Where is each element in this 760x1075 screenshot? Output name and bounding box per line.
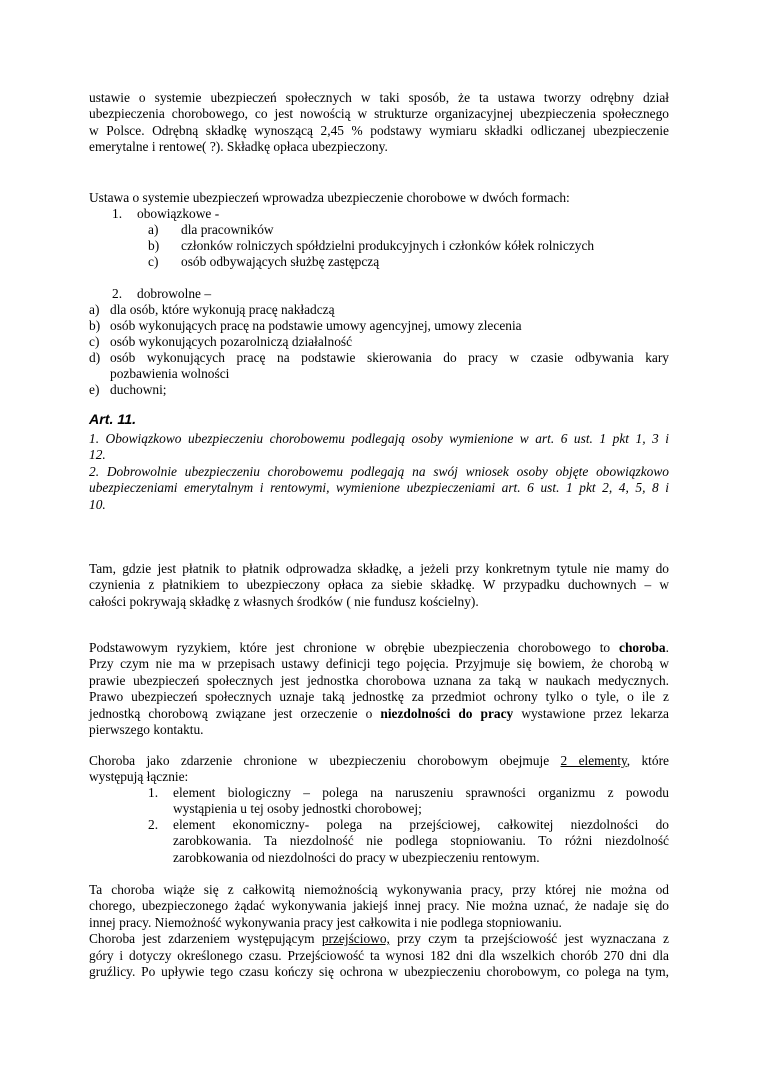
list-number: 1. <box>148 785 159 800</box>
text-line: element biologiczny – polega na naruszeniu sprawności organizmu z powodu <box>173 785 669 800</box>
text-line: gruźlicy. Po upływie tego czasu kończy się ochrona w ubezpieczeniu chorobowym, co polega na tym, <box>89 964 669 980</box>
list-item <box>110 350 669 383</box>
list-marker: c) <box>148 254 159 269</box>
underlined-term: przejściowo, <box>321 931 390 947</box>
list-label-mandatory: obowiązkowe - <box>137 206 220 221</box>
text-line: zarobkowania. Ta niezdolność nie podlega stopniowaniu. To różni niezdolność <box>173 833 669 849</box>
list-marker: d) <box>89 350 101 365</box>
text-line: czynienia z płatnikiem to ubezpieczony opłaca za siebie składkę. W przypadku duchownych – w <box>89 577 669 593</box>
text-run: Choroba jako zdarzenie chronione w ubezpieczeniu chorobowym obejmuje <box>89 753 550 768</box>
text-line: ustawie o systemie ubezpieczeń społecznych w taki sposób, że ta ustawa tworzy odrębny dział <box>89 90 669 105</box>
paragraph-intro-continuation <box>89 90 669 156</box>
paragraph-risk <box>89 640 669 738</box>
list-item: członków rolniczych spółdzielni produkcyjnych i członków kółek rolniczych <box>181 238 595 253</box>
text-line: 10. <box>89 496 106 512</box>
text-line: chorego, ubezpieczonego żądać wykonywania jakiejś innej pracy. Nie można uznać, że nadaje się do <box>89 898 669 914</box>
text-line: pozbawienia wolności <box>110 366 230 382</box>
list-marker: c) <box>89 334 100 349</box>
text-line: 12. <box>89 447 106 463</box>
text-run: jednostką chorobową związane jest orzeczenie o <box>89 705 373 721</box>
article-heading: Art. 11. <box>89 412 137 428</box>
list-number: 2. <box>112 286 123 301</box>
text-line: element ekonomiczny- polega na przejściowej, całkowitej niezdolności do <box>173 817 669 832</box>
list-marker: b) <box>89 318 101 333</box>
text-line: pierwszego kontaktu. <box>89 722 204 738</box>
text-line: ubezpieczenia chorobowego, co jest nowością w strukturze organizacyjnej ubezpieczenia społecznego <box>89 106 669 122</box>
text-line <box>89 706 669 722</box>
text-line: ubezpieczeniami emerytalnym i rentowymi, wymienione ubezpieczeniami art. 6 ust. 1 pkt 2, 4, 5, 8 i <box>89 480 669 496</box>
list-marker: e) <box>89 382 100 397</box>
list-number: 2. <box>148 817 159 832</box>
text-run: wystawione przez lekarza <box>521 705 669 721</box>
underlined-term: 2 elementy <box>560 753 627 768</box>
bold-term: niezdolności do pracy <box>380 705 514 721</box>
list-item-economic <box>173 817 669 866</box>
list-item: osób wykonujących pozarolniczą działalność <box>110 334 353 349</box>
text-line: prawie ubezpieczeń społecznych jest jednostka chorobowa uznana za taką w naukach medycznych. <box>89 672 669 688</box>
paragraph-incapacity <box>89 882 669 980</box>
text-run: , które <box>626 753 669 768</box>
text-line: góry i dotyczy określonego czasu. Przejściowość ta wynosi 182 dni dla wszelkich chorób 270 dni dla <box>89 947 669 963</box>
text-line: całości pokrywają składkę z własnych środków ( nie fundusz kościelny). <box>89 593 479 609</box>
text-line: emerytalne i rentowe( ?). Składkę opłaca ubezpieczony. <box>89 139 388 155</box>
text-line: Prawo ubezpieczeń społecznych uznaje taką jednostkę za przedmiot ochrony tylko o tyle, o ile z <box>89 689 669 705</box>
text-run: . <box>665 640 669 655</box>
text-line: wystąpienia u tej osoby jednostki chorobowej; <box>173 801 422 817</box>
list-marker: a) <box>148 222 159 237</box>
list-item: dla osób, które wykonują pracę nakładczą <box>110 302 335 317</box>
bold-term: choroba <box>619 640 666 655</box>
list-marker: b) <box>148 238 160 253</box>
text-line: osób wykonujących pracę na podstawie skierowania do pracy w czasie odbywania kary <box>110 350 669 365</box>
text-run: Choroba jest zdarzeniem występującym <box>89 931 315 947</box>
text-line <box>89 753 669 769</box>
text-run: Podstawowym ryzykiem, które jest chronione w obrębie ubezpieczenia chorobowego to <box>89 640 611 655</box>
text-line: Tam, gdzie jest płatnik to płatnik odprowadza składkę, a jeżeli przy konkretnym tytule nie mamy do <box>89 561 669 576</box>
article-text <box>89 431 669 513</box>
text-run: przy czym ta przejściowość jest wyznaczana z <box>397 931 669 947</box>
text-line: 1. Obowiązkowo ubezpieczeniu chorobowemu podlegają osoby wymienione w art. 6 ust. 1 pkt 1, 3 i <box>89 431 669 446</box>
text-line: 2. Dobrowolnie ubezpieczeniu chorobowemu podlegają na swój wniosek osoby objęte obowiązkowo <box>89 463 669 479</box>
text-line: występują łącznie: <box>89 769 189 785</box>
list-marker: a) <box>89 302 100 317</box>
text-line: Ta choroba wiąże się z całkowitą niemożnością wykonywania pracy, przy której nie można od <box>89 882 669 897</box>
list-item: osób odbywających służbę zastępczą <box>181 254 380 269</box>
text-line: Przy czym nie ma w przepisach ustawy definicji tego pojęcia. Przyjmuje się bowiem, że chorobą w <box>89 656 669 672</box>
list-item: dla pracowników <box>181 222 274 237</box>
text-line <box>89 931 669 947</box>
list-item-biological <box>173 785 669 818</box>
list-label-voluntary: dobrowolne – <box>137 286 212 301</box>
text-line: zarobkowania od niezdolności do pracy w ubezpieczeniu rentowym. <box>173 849 540 865</box>
paragraph-elements <box>89 753 669 786</box>
text-line <box>89 640 669 656</box>
text-line: innej pracy. Niemożność wykonywania pracy jest całkowita i nie podlega stopniowaniu. <box>89 914 562 930</box>
text-line: w Polsce. Odrębną składkę wynoszącą 2,45 % podstawy wymiaru składki odliczanej ubezpieczenie <box>89 122 669 138</box>
forms-intro: Ustawa o systemie ubezpieczeń wprowadza ubezpieczenie chorobowe w dwóch formach: <box>89 190 570 205</box>
paragraph-payer <box>89 561 669 610</box>
list-item: osób wykonujących pracę na podstawie umowy agencyjnej, umowy zlecenia <box>110 318 522 333</box>
list-item: duchowni; <box>110 382 167 397</box>
list-number: 1. <box>112 206 123 221</box>
